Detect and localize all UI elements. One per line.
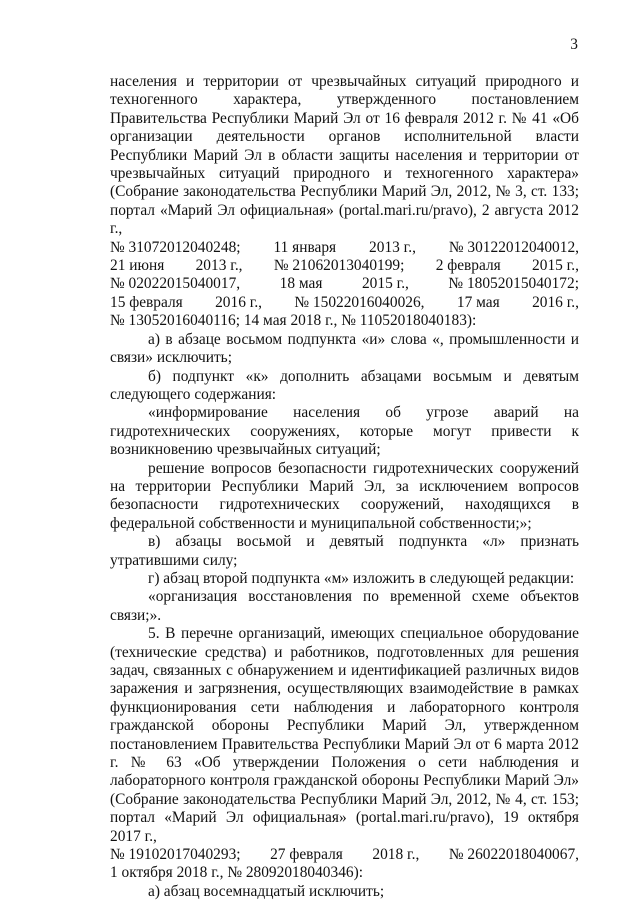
paragraph: 1 октября 2018 г., № 28092018040346): [110, 864, 363, 882]
line-segment: 15 февраля [110, 293, 183, 311]
line-segment: 18 мая [279, 275, 323, 293]
line-segment: № 21062013040199; [273, 257, 405, 275]
justified-line [110, 239, 579, 257]
line-segment: 21 июня [110, 257, 165, 275]
justified-line [110, 257, 579, 275]
line-segment: 2015 г., [361, 275, 409, 293]
line-segment: № 15022016040026, [294, 293, 425, 311]
paragraph: а) в абзаце восьмом подпункта «и» слова «, промышленности и связи» исключить; [110, 330, 579, 367]
line-segment: 11 января [273, 238, 337, 256]
line-segment: 2018 г., [372, 846, 420, 864]
line-segment: 2013 г., [195, 257, 243, 275]
line-segment: 2016 г., [532, 293, 579, 311]
line-segment: 2015 г., [532, 257, 579, 275]
paragraph: решение вопросов безопасности гидротехнических сооружений на территории Республики Марий Эл, за исключением вопросов безопасности гидротехнических сооружений, находящихся в федеральной собственности и муниципальной собственности;»; [110, 459, 579, 532]
paragraph: а) абзац восемнадцатый исключить; [148, 882, 385, 900]
line-segment: 2 февраля [435, 257, 501, 275]
line-segment: № 30122012040012, [448, 238, 579, 256]
page-number: 3 [570, 36, 578, 53]
paragraph: г) абзац второй подпункта «м» изложить в следующей редакции: [148, 569, 575, 587]
line-segment: № 19102017040293; [110, 846, 241, 864]
line-segment: № 26022018040067, [448, 846, 579, 864]
document-body [110, 73, 579, 901]
line-segment: № 02022015040017, [110, 275, 241, 293]
line-segment: 27 февраля [270, 846, 343, 864]
paragraph: «организация восстановления по временной схеме объектов связи;». [110, 588, 579, 624]
line-segment: № 31072012040248; [110, 238, 241, 256]
paragraph: в) абзацы восьмой и девятый подпункта «л» признать утратившими силу; [110, 533, 579, 569]
paragraph: 5. В перечне организаций, имеющих специальное оборудование (технические средства) и работников, подготовленных для решения задач, связанных с обнаружением и идентификацией различных видов заражения и загрязнения, осуществляющих взаимодействие в рамках функционирования сети наблюдения и лабораторного контроля гражданской обороны Республики Марий Эл, утвержденном постановлением Правительства Республики Марий Эл от 6 марта 2012 г. № 63 «Об утверждении Положения о сети наблюдения и лабораторного контроля гражданской обороны Республики Марий Эл» (Собрание законодательства Республики Марий Эл, 2012, № 4, ст. 153; портал «Марий Эл официальная» (portal.mari.ru/pravo), 19 октября 2017 г., [110, 625, 579, 845]
paragraph: «информирование населения об угрозе аварий на гидротехнических сооружениях, которые могут привести к возникновению чрезвычайных ситуаций; [110, 404, 579, 459]
line-segment: 17 мая [456, 293, 500, 311]
justified-line [110, 846, 579, 864]
justified-line [110, 275, 579, 293]
line-segment: 2016 г., [215, 293, 263, 311]
line-segment: 2013 г., [369, 238, 416, 256]
paragraph: населения и территории от чрезвычайных ситуаций природного и техногенного характера, утвержденного постановлением Правительства Республики Марий Эл от 16 февраля 2012 г. № 41 «Об организации деятельности органов исполнительной власти Республики Марий Эл в области защиты населения и территории от чрезвычайных ситуаций природного и техногенного характера» (Собрание законодательства Республики Марий Эл, 2012, № 3, ст. 133; портал «Марий Эл официальная» (portal.mari.ru/pravo), 2 августа 2012 г., [110, 73, 579, 238]
line-segment: № 18052015040172; [448, 275, 579, 293]
paragraph: № 13052016040116; 14 мая 2018 г., № 11052018040183): [110, 312, 477, 330]
justified-line [110, 294, 579, 312]
paragraph: б) подпункт «к» дополнить абзацами восьмым и девятым следующего содержания: [110, 367, 579, 403]
